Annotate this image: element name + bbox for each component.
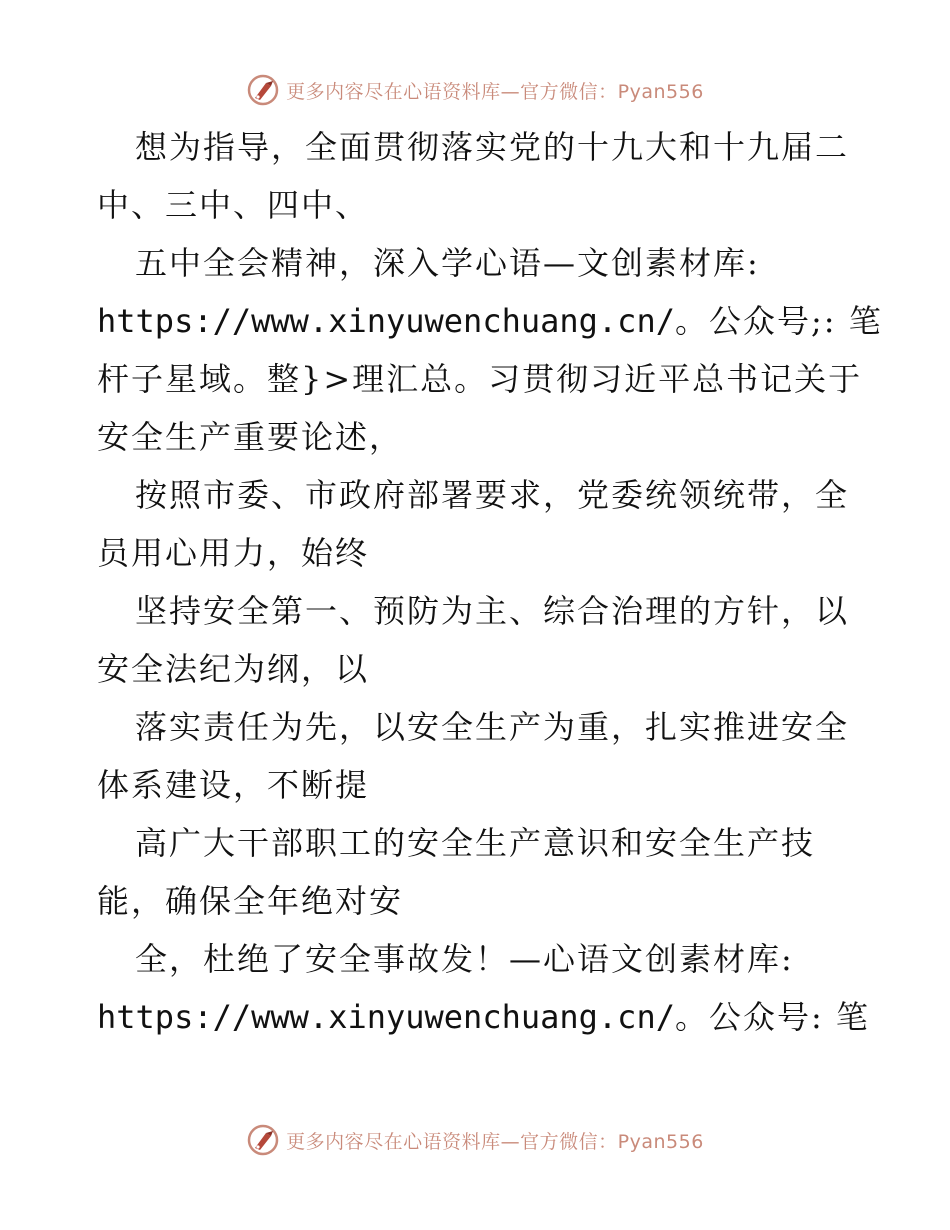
text-line: 能，确保全年绝对安 — [97, 882, 404, 920]
url-link[interactable]: https://www.xinyuwenchuang.cn/ — [97, 302, 675, 340]
footer-banner — [0, 1120, 950, 1160]
text-line: 体系建设，不断提 — [97, 766, 370, 804]
text-line: 落实责任为先，以安全生产为重，扎实推进安全 — [135, 708, 850, 746]
url-link[interactable]: https://www.xinyuwenchuang.cn/ — [97, 998, 675, 1036]
text-line-url — [97, 292, 883, 350]
text-line: 五中全会精神，深入学心语—文创素材库: — [135, 244, 760, 282]
text-line: 安全生产重要论述， — [97, 418, 404, 456]
text-line: 高广大干部职工的安全生产意识和安全生产技 — [135, 824, 816, 862]
text-line: 安全法纪为纲，以 — [97, 650, 370, 688]
text-line: 中、三中、四中、 — [97, 186, 370, 224]
text-line: 想为指导，全面贯彻落实党的十九大和十九届二 — [135, 128, 850, 166]
url-suffix-text: 。公众号: 笔 — [674, 998, 870, 1036]
header-banner — [0, 70, 950, 110]
document-body — [97, 118, 883, 1046]
text-line: 按照市委、市政府部署要求，党委统领统带，全 — [135, 476, 850, 514]
text-line: 杆子星域。整}>理汇总。习贯彻习近平总书记关于 — [97, 360, 863, 398]
pen-nib-logo-icon — [246, 1123, 280, 1157]
header-banner-text: 更多内容尽在心语资料库—官方微信：Pyan556 — [286, 80, 704, 103]
text-line: 坚持安全第一、预防为主、综合治理的方针，以 — [135, 592, 850, 630]
text-line-url — [97, 988, 870, 1046]
text-line: 员用心用力，始终 — [97, 534, 370, 572]
pen-nib-logo-icon — [246, 73, 280, 107]
url-suffix-text: 。公众号;: 笔 — [674, 302, 883, 340]
footer-banner-text: 更多内容尽在心语资料库—官方微信：Pyan556 — [286, 1130, 704, 1153]
text-line: 全，杜绝了安全事故发！—心语文创素材库: — [135, 940, 794, 978]
